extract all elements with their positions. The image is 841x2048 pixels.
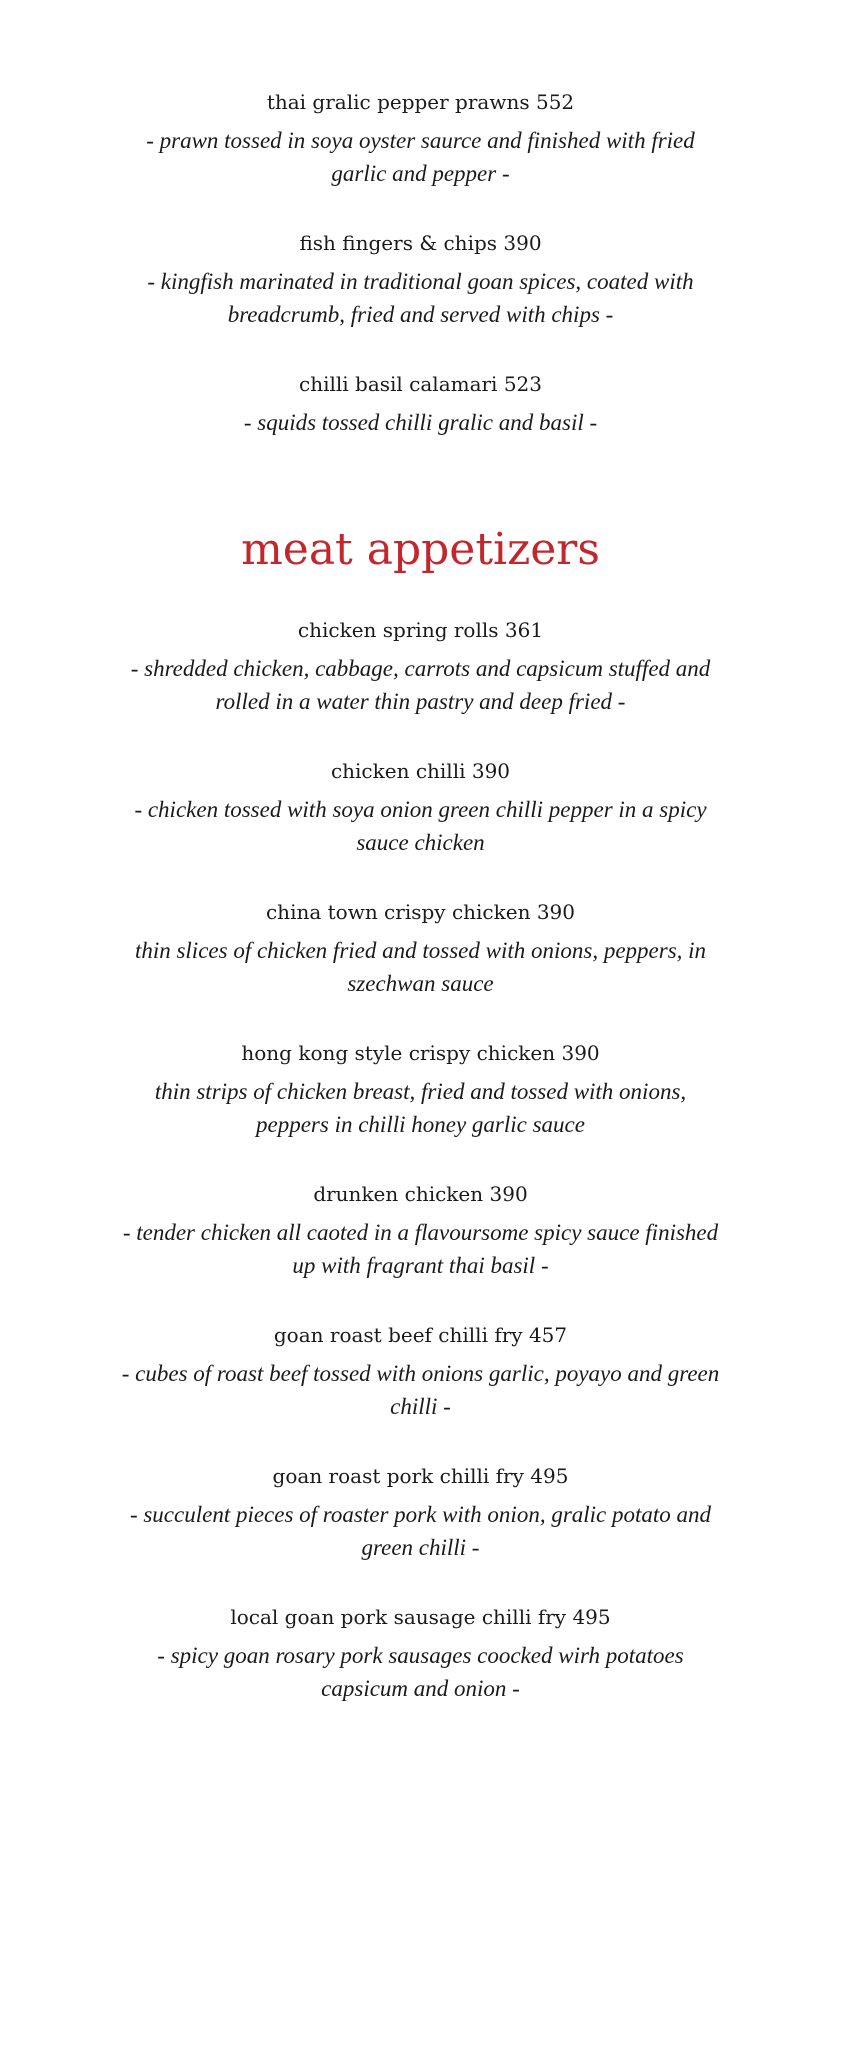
menu-item-description: - cubes of roast beef tossed with onions garlic, poyayo and green chilli - <box>121 1361 720 1419</box>
menu-item-description: thin strips of chicken breast, fried and tossed with onions, peppers in chilli honey garlic sauce <box>154 1079 687 1137</box>
menu-item <box>0 1315 841 1423</box>
menu-item-description: - spicy goan rosary pork sausages coocked wirh potatoes capsicum and onion - <box>157 1643 684 1701</box>
menu-item-description: - succulent pieces of roaster pork with onion, gralic potato and green chilli - <box>129 1502 712 1560</box>
menu-item-description: thin slices of chicken fried and tossed with onions, peppers, in szechwan sauce <box>134 938 707 996</box>
menu-item-title: goan roast pork chilli fry 495 <box>272 1464 569 1488</box>
menu-item-title: chicken spring rolls 361 <box>297 618 544 642</box>
menu-item-description: - tender chicken all caoted in a flavoursome spicy sauce finished up with fragrant thai basil - <box>122 1220 719 1278</box>
menu-item-title: chilli basil calamari 523 <box>299 372 542 396</box>
menu-item <box>0 751 841 859</box>
menu-item <box>0 1174 841 1282</box>
menu-item <box>0 892 841 1000</box>
menu-item-description: - shredded chicken, cabbage, carrots and capsicum stuffed and rolled in a water thin pastry and deep fried - <box>130 656 711 714</box>
menu-item-title: china town crispy chicken 390 <box>265 900 575 924</box>
menu-item-title: local goan pork sausage chilli fry 495 <box>230 1605 611 1629</box>
menu-item-title: thai gralic pepper prawns 552 <box>266 90 575 114</box>
menu-item-description: - kingfish marinated in traditional goan spices, coated with breadcrumb, fried and served with chips - <box>147 269 694 327</box>
menu-item <box>0 223 841 331</box>
menu-item-description: - squids tossed chilli gralic and basil - <box>243 410 598 435</box>
menu-item <box>0 610 841 718</box>
menu-item-title: hong kong style crispy chicken 390 <box>241 1041 600 1065</box>
menu-item <box>0 1456 841 1564</box>
menu-item-description: - chicken tossed with soya onion green chilli pepper in a spicy sauce chicken <box>134 797 707 855</box>
menu-item-title: drunken chicken 390 <box>313 1182 528 1206</box>
section-heading-meat-appetizers: meat appetizers <box>241 524 600 575</box>
menu-item-title: fish fingers & chips 390 <box>299 231 542 255</box>
menu-item-title: goan roast beef chilli fry 457 <box>273 1323 568 1347</box>
menu-item <box>0 1033 841 1141</box>
menu-item <box>0 1597 841 1705</box>
menu-item <box>0 82 841 190</box>
menu-item-title: chicken chilli 390 <box>330 759 511 783</box>
menu-item-description: - prawn tossed in soya oyster saurce and finished with fried garlic and pepper - <box>146 128 695 186</box>
menu-item <box>0 364 841 439</box>
